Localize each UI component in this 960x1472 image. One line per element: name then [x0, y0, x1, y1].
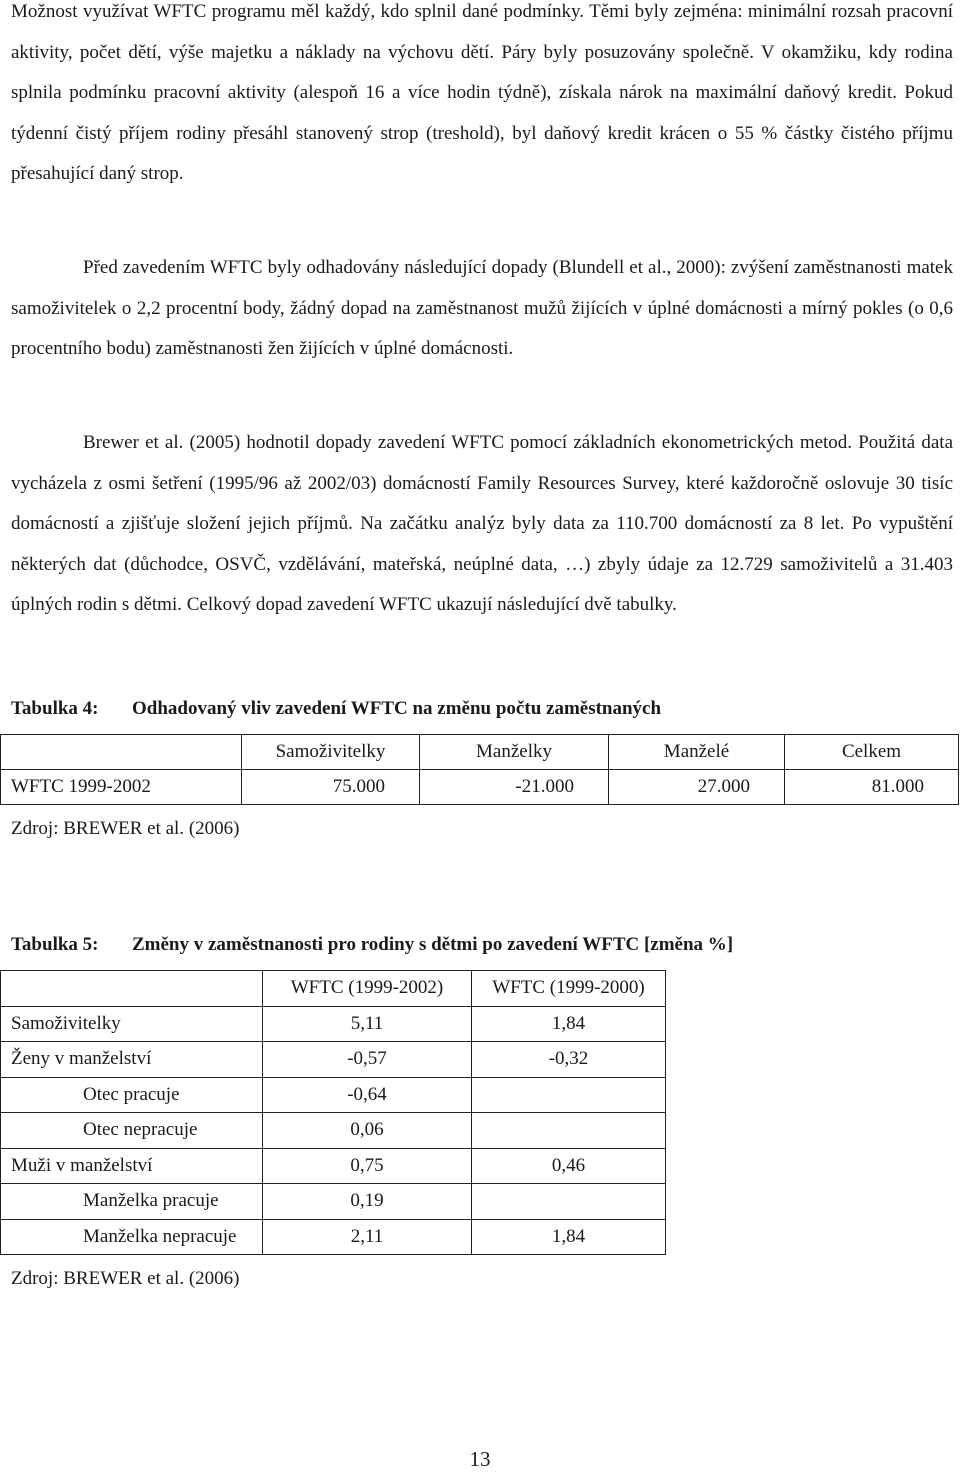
- table4-source: Zdroj: BREWER et al. (2006): [11, 818, 240, 839]
- table-cell: 0,19: [263, 1184, 472, 1220]
- table-row: [1, 1148, 666, 1184]
- table-row-label: Muži v manželství: [1, 1148, 263, 1184]
- table-header-cell: WFTC (1999-2000): [472, 971, 666, 1007]
- table5-caption: [11, 934, 733, 956]
- table-cell: 81.000: [785, 770, 959, 805]
- paragraph-brewer-evaluation: Brewer et al. (2005) hodnotil dopady zavedení WFTC pomocí základních ekonometrických metod. Použitá data vycházela z osmi šetření (1995/96 až 2002/03) domácností Family Resources Survey, které každoročně oslovuje 30 tisíc domácností a zjišťuje složení jejich příjmů. Na začátku analýz byly data za 110.700 domácností za 8 let. Po vypuštění některých dat (důchodce, OSVČ, vzdělávání, mateřská, neúplné data, …) zbyly údaje za 12.729 samoživitelů a 31.403 úplných rodin s dětmi. Celkový dopad zavedení WFTC ukazují následující dvě tabulky.: [11, 432, 953, 616]
- table4-caption-number: Tabulka 4:: [11, 698, 99, 719]
- table-header-cell: Samoživitelky: [242, 735, 420, 770]
- paragraph-wftc-eligibility: Možnost využívat WFTC programu měl každý, kdo splnil dané podmínky. Těmi byly zejména: minimální rozsah pracovní aktivity, počet dětí, výše majetku a náklady na výchovu dětí. Páry byly posuzovány společně. V okamžiku, kdy rodina splnila podmínku pracovní aktivity (alespoň 16 a více hodin týdně), získala nárok na maximální daňový kredit. Pokud týdenní čistý příjem rodiny přesáhl stanovený strop (treshold), byl daňový kredit krácen o 55 % částky čistého příjmu přesahující daný strop.: [11, 1, 953, 185]
- table4: [0, 734, 959, 805]
- paragraph-expected-effects: Před zavedením WFTC byly odhadovány následující dopady (Blundell et al., 2000): zvýšení zaměstnanosti matek samoživitelek o 2,2 procentní body, žádný dopad na zaměstnanost mužů žijících v úplné domácnosti a mírný pokles (o 0,6 procentního bodu) zaměstnanosti žen žijících v úplné domácnosti.: [11, 257, 953, 360]
- table-cell: 0,46: [472, 1148, 666, 1184]
- table-cell: [472, 1077, 666, 1113]
- table-row: [1, 1219, 666, 1255]
- table-cell: -21.000: [420, 770, 609, 805]
- table5-source: Zdroj: BREWER et al. (2006): [11, 1268, 240, 1289]
- table-cell: [472, 1184, 666, 1220]
- table-row-label: Otec nepracuje: [1, 1113, 263, 1149]
- table-cell: 27.000: [609, 770, 785, 805]
- table-cell: 75.000: [242, 770, 420, 805]
- table-cell: -0,57: [263, 1042, 472, 1078]
- table-cell: 0,75: [263, 1148, 472, 1184]
- table4-caption: [11, 698, 661, 720]
- table-cell: 1,84: [472, 1219, 666, 1255]
- table-header-row: [1, 971, 666, 1007]
- table-header-cell: WFTC (1999-2002): [263, 971, 472, 1007]
- table-cell: 2,11: [263, 1219, 472, 1255]
- table-row: [1, 1006, 666, 1042]
- page-number: 13: [469, 1447, 491, 1471]
- table5-caption-number: Tabulka 5:: [11, 934, 99, 955]
- table4-caption-title: Odhadovaný vliv zavedení WFTC na změnu počtu zaměstnaných: [132, 698, 662, 719]
- table-header-row: [1, 735, 959, 770]
- table-row: [1, 1113, 666, 1149]
- table5: [0, 970, 666, 1255]
- table-cell: 5,11: [263, 1006, 472, 1042]
- table-row-label: Manželka pracuje: [1, 1184, 263, 1220]
- table-cell: -0,32: [472, 1042, 666, 1078]
- table-row-label: Ženy v manželství: [1, 1042, 263, 1078]
- table-header-cell: [1, 971, 263, 1007]
- table-row: [1, 1042, 666, 1078]
- table5-caption-title: Změny v zaměstnanosti pro rodiny s dětmi po zavedení WFTC [změna %]: [132, 934, 734, 955]
- table-header-cell: Manželky: [420, 735, 609, 770]
- table-row-label: Samoživitelky: [1, 1006, 263, 1042]
- table-cell: -0,64: [263, 1077, 472, 1113]
- table-header-cell: [1, 735, 242, 770]
- table-cell: [472, 1113, 666, 1149]
- table-header-cell: Manželé: [609, 735, 785, 770]
- table-row-label: Manželka nepracuje: [1, 1219, 263, 1255]
- table-row: [1, 770, 959, 805]
- table-row: [1, 1184, 666, 1220]
- table-cell: 0,06: [263, 1113, 472, 1149]
- table-row-label: WFTC 1999-2002: [1, 770, 242, 805]
- table-row: [1, 1077, 666, 1113]
- table-row-label: Otec pracuje: [1, 1077, 263, 1113]
- table-cell: 1,84: [472, 1006, 666, 1042]
- table-header-cell: Celkem: [785, 735, 959, 770]
